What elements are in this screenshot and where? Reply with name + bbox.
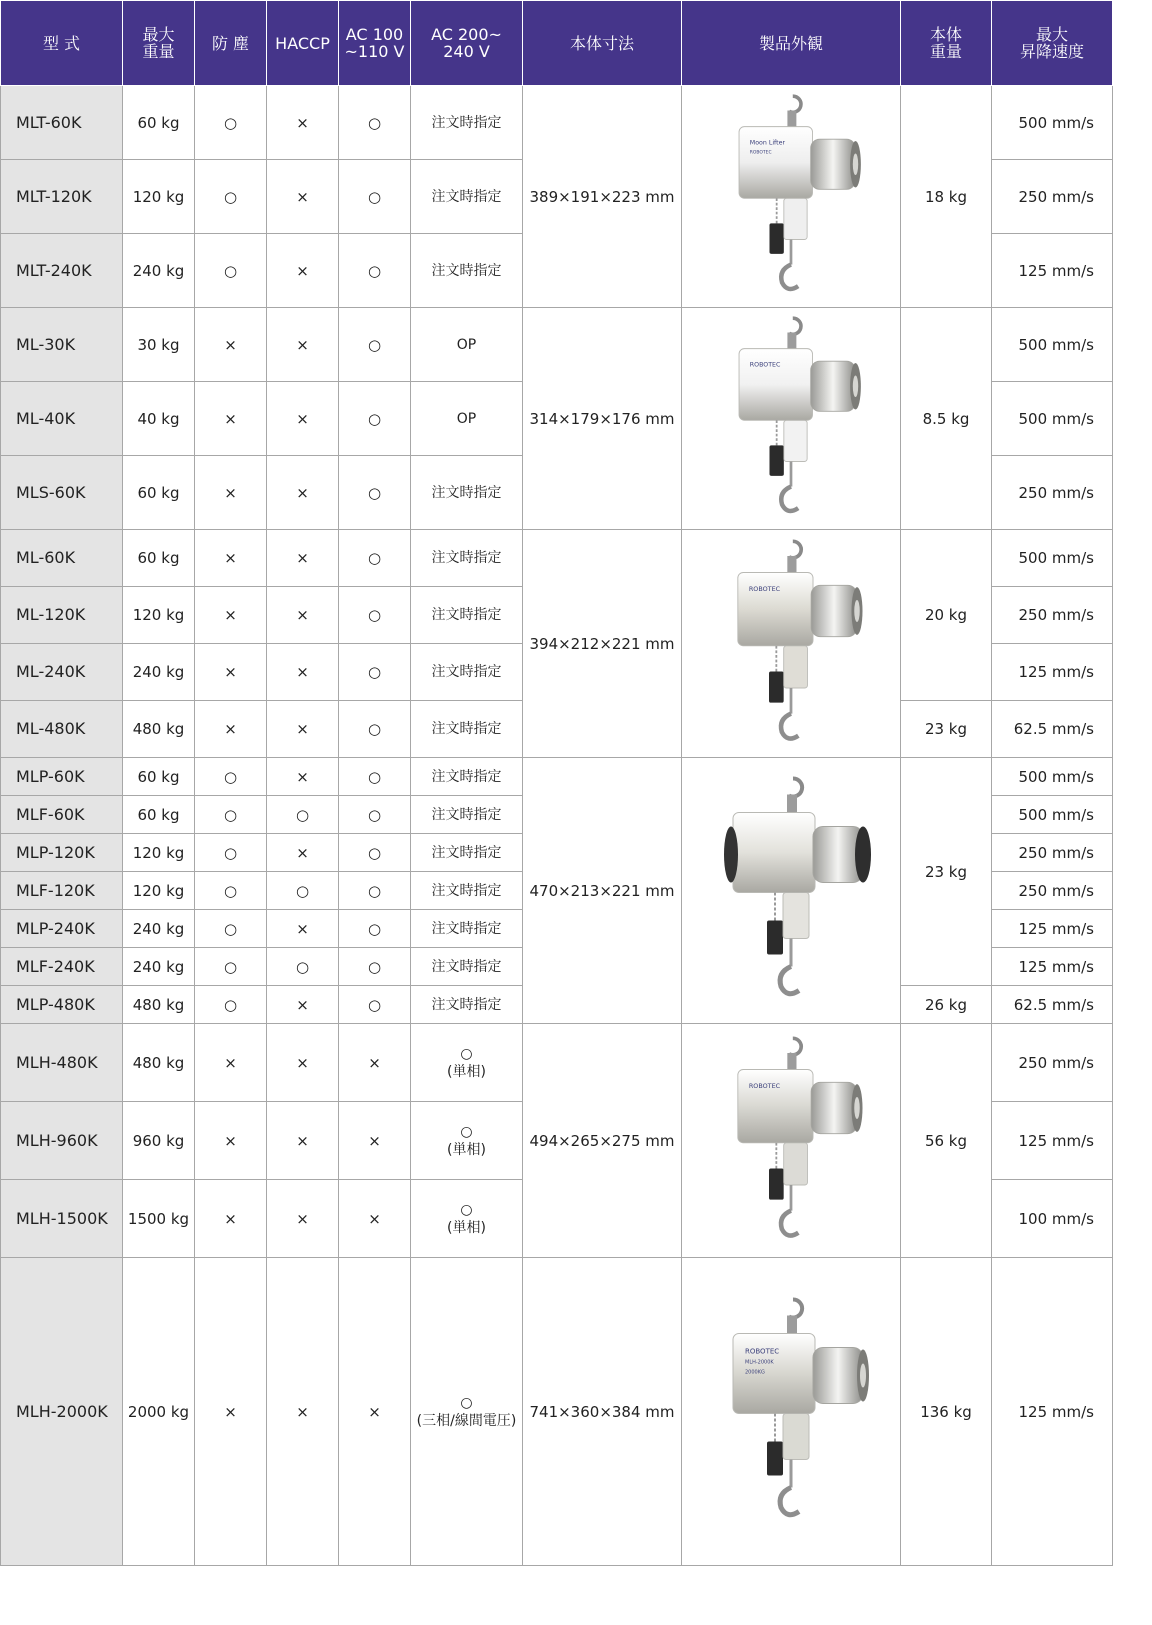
body-weight-cell: 136 kg [901,1258,992,1566]
max-speed-cell: 500 mm/s [992,86,1113,160]
max-weight-cell: 120 kg [123,834,195,872]
header-haccp: HACCP [267,1,339,86]
max-weight-cell: 240 kg [123,644,195,701]
header-dustproof: 防 塵 [195,1,267,86]
ac200-cell: 注文時指定 [411,796,523,834]
ac200-cell: 注文時指定 [411,986,523,1024]
max-speed-cell: 62.5 mm/s [992,701,1113,758]
mlh-series-hoist-image [682,1031,900,1251]
table-row [1,86,1113,160]
dustproof-cell: × [195,1180,267,1258]
max-speed-cell: 250 mm/s [992,587,1113,644]
haccp-cell: × [267,758,339,796]
max-weight-cell: 60 kg [123,530,195,587]
haccp-cell: × [267,1102,339,1180]
max-weight-cell: 960 kg [123,1102,195,1180]
ac200-cell: 注文時指定 [411,234,523,308]
table-row [1,308,1113,382]
mlt-series-hoist-image [682,89,900,304]
ac200-cell: 注文時指定 [411,701,523,758]
max-weight-cell: 240 kg [123,948,195,986]
haccp-cell: × [267,86,339,160]
haccp-cell: × [267,910,339,948]
haccp-cell: × [267,644,339,701]
max-speed-cell: 62.5 mm/s [992,986,1113,1024]
body-weight-cell: 8.5 kg [901,308,992,530]
haccp-cell: × [267,701,339,758]
max-weight-cell: 2000 kg [123,1258,195,1566]
dustproof-cell: × [195,456,267,530]
hoist-label: ROBOTEC [745,1347,780,1356]
haccp-cell: × [267,587,339,644]
haccp-cell: ○ [267,872,339,910]
hoist-label: ROBOTEC [748,584,781,593]
ac100-cell: ○ [339,910,411,948]
haccp-cell: × [267,1180,339,1258]
max-weight-cell: 240 kg [123,910,195,948]
max-speed-cell: 125 mm/s [992,234,1113,308]
hoist-label: Moon Lifter [749,139,786,147]
max-speed-cell: 500 mm/s [992,308,1113,382]
ac200-cell: 注文時指定 [411,530,523,587]
hoist-image-svg [691,1031,891,1251]
product-image-cell [682,1024,901,1258]
max-weight-cell: 1500 kg [123,1180,195,1258]
ac200-cell: 注文時指定 [411,644,523,701]
header-ac200: AC 200~ 240 V [411,1,523,86]
model-cell: MLP-60K [1,758,123,796]
haccp-cell: × [267,1024,339,1102]
haccp-cell: × [267,1258,339,1566]
hoist-label: 2000KG [745,1369,765,1376]
ac100-cell: × [339,1102,411,1180]
table-row [1,1258,1113,1566]
table-row [1,530,1113,587]
haccp-cell: × [267,834,339,872]
max-weight-cell: 120 kg [123,872,195,910]
dustproof-cell: × [195,530,267,587]
body-weight-cell: 20 kg [901,530,992,701]
ac200-cell: 注文時指定 [411,872,523,910]
ac100-cell: ○ [339,834,411,872]
max-speed-cell: 250 mm/s [992,872,1113,910]
dustproof-cell: ○ [195,234,267,308]
dustproof-cell: × [195,382,267,456]
dimensions-cell: 394×212×221 mm [523,530,682,758]
max-speed-cell: 500 mm/s [992,382,1113,456]
ac100-cell: ○ [339,796,411,834]
dimensions-cell: 494×265×275 mm [523,1024,682,1258]
model-cell: ML-120K [1,587,123,644]
model-cell: MLF-60K [1,796,123,834]
product-image-cell [682,530,901,758]
product-image-cell [682,1258,901,1566]
max-speed-cell: 250 mm/s [992,1024,1113,1102]
max-speed-cell: 125 mm/s [992,1102,1113,1180]
dustproof-cell: ○ [195,948,267,986]
hoist-image-svg [691,763,891,1018]
model-cell: MLT-240K [1,234,123,308]
dustproof-cell: ○ [195,834,267,872]
max-speed-cell: 125 mm/s [992,1258,1113,1566]
dimensions-cell: 470×213×221 mm [523,758,682,1024]
model-cell: MLH-1500K [1,1180,123,1258]
max-weight-cell: 60 kg [123,758,195,796]
header-body-weight: 本体 重量 [901,1,992,86]
ac200-cell: 注文時指定 [411,948,523,986]
ac200-cell: 注文時指定 [411,160,523,234]
dustproof-cell: × [195,644,267,701]
dustproof-cell: × [195,1258,267,1566]
ac200-cell: ○ (単相) [411,1102,523,1180]
body-weight-cell: 23 kg [901,758,992,986]
ml-series-hoist-image [682,534,900,754]
header-model: 型 式 [1,1,123,86]
max-weight-cell: 30 kg [123,308,195,382]
max-speed-cell: 500 mm/s [992,796,1113,834]
ac100-cell: ○ [339,456,411,530]
dustproof-cell: × [195,308,267,382]
ac100-cell: ○ [339,948,411,986]
model-cell: MLT-60K [1,86,123,160]
header-max-weight: 最大 重量 [123,1,195,86]
model-cell: MLT-120K [1,160,123,234]
haccp-cell: × [267,986,339,1024]
ac200-cell: 注文時指定 [411,910,523,948]
ac100-cell: ○ [339,644,411,701]
dustproof-cell: ○ [195,758,267,796]
dustproof-cell: × [195,1024,267,1102]
dustproof-cell: ○ [195,910,267,948]
ac100-cell: ○ [339,872,411,910]
model-cell: ML-480K [1,701,123,758]
haccp-cell: × [267,308,339,382]
dustproof-cell: ○ [195,160,267,234]
ac100-cell: ○ [339,160,411,234]
max-weight-cell: 120 kg [123,160,195,234]
model-cell: ML-40K [1,382,123,456]
dustproof-cell: ○ [195,86,267,160]
ac100-cell: ○ [339,758,411,796]
hoist-label: ROBOTEC [749,361,781,369]
haccp-cell: × [267,456,339,530]
mlp-mlf-series-hoist-image [682,763,900,1018]
hoist-label: ROBOTEC [749,150,772,156]
model-cell: MLH-960K [1,1102,123,1180]
header-dimensions: 本体寸法 [523,1,682,86]
dustproof-cell: × [195,587,267,644]
ac100-cell: × [339,1258,411,1566]
ac100-cell: ○ [339,701,411,758]
haccp-cell: ○ [267,948,339,986]
model-cell: MLP-240K [1,910,123,948]
max-weight-cell: 480 kg [123,1024,195,1102]
dustproof-cell: × [195,701,267,758]
header-appearance: 製品外観 [682,1,901,86]
model-cell: ML-30K [1,308,123,382]
hoist-image-svg [691,1269,891,1554]
header-max-speed: 最大 昇降速度 [992,1,1113,86]
ac200-cell: OP [411,382,523,456]
model-cell: MLS-60K [1,456,123,530]
hoist-image-svg [691,534,891,754]
ac100-cell: × [339,1180,411,1258]
max-speed-cell: 125 mm/s [992,910,1113,948]
ac100-cell: × [339,1024,411,1102]
table-row [1,1024,1113,1102]
max-weight-cell: 480 kg [123,986,195,1024]
ac100-cell: ○ [339,986,411,1024]
ac100-cell: ○ [339,382,411,456]
max-speed-cell: 500 mm/s [992,530,1113,587]
max-weight-cell: 240 kg [123,234,195,308]
ac200-cell: 注文時指定 [411,587,523,644]
table-row [1,758,1113,796]
ac200-cell: ○ (三相/線間電圧) [411,1258,523,1566]
product-image-cell [682,758,901,1024]
model-cell: ML-240K [1,644,123,701]
dimensions-cell: 314×179×176 mm [523,308,682,530]
body-weight-cell: 18 kg [901,86,992,308]
max-speed-cell: 125 mm/s [992,948,1113,986]
ac100-cell: ○ [339,530,411,587]
hoist-label: ROBOTEC [748,1081,781,1090]
haccp-cell: × [267,382,339,456]
haccp-cell: ○ [267,796,339,834]
max-speed-cell: 250 mm/s [992,160,1113,234]
max-speed-cell: 250 mm/s [992,456,1113,530]
body-weight-cell: 23 kg [901,701,992,758]
ac200-cell: ○ (単相) [411,1024,523,1102]
ac200-cell: OP [411,308,523,382]
body-weight-cell: 26 kg [901,986,992,1024]
model-cell: MLH-480K [1,1024,123,1102]
model-cell: MLP-120K [1,834,123,872]
max-weight-cell: 120 kg [123,587,195,644]
haccp-cell: × [267,530,339,587]
max-weight-cell: 60 kg [123,796,195,834]
model-cell: ML-60K [1,530,123,587]
max-weight-cell: 60 kg [123,456,195,530]
ac200-cell: 注文時指定 [411,834,523,872]
dustproof-cell: ○ [195,796,267,834]
max-speed-cell: 125 mm/s [992,644,1113,701]
body-weight-cell: 56 kg [901,1024,992,1258]
hoist-label: MLH-2000K [745,1359,774,1366]
ac100-cell: ○ [339,86,411,160]
spec-table-body [1,86,1113,1566]
ac200-cell: 注文時指定 [411,758,523,796]
max-speed-cell: 100 mm/s [992,1180,1113,1258]
dustproof-cell: ○ [195,872,267,910]
ac100-cell: ○ [339,234,411,308]
haccp-cell: × [267,160,339,234]
max-weight-cell: 40 kg [123,382,195,456]
product-image-cell [682,86,901,308]
max-speed-cell: 250 mm/s [992,834,1113,872]
max-weight-cell: 480 kg [123,701,195,758]
product-image-cell [682,308,901,530]
max-weight-cell: 60 kg [123,86,195,160]
hoist-image-svg [691,311,891,526]
hoist-image-svg [691,89,891,304]
model-cell: MLF-240K [1,948,123,986]
dimensions-cell: 389×191×223 mm [523,86,682,308]
haccp-cell: × [267,234,339,308]
dustproof-cell: ○ [195,986,267,1024]
mlh-2000k-hoist-image [682,1269,900,1554]
ac200-cell: 注文時指定 [411,456,523,530]
ac200-cell: 注文時指定 [411,86,523,160]
dimensions-cell: 741×360×384 mm [523,1258,682,1566]
header-ac100: AC 100 ~110 V [339,1,411,86]
dustproof-cell: × [195,1102,267,1180]
model-cell: MLF-120K [1,872,123,910]
ac200-cell: ○ (単相) [411,1180,523,1258]
ml-compact-hoist-image [682,311,900,526]
max-speed-cell: 500 mm/s [992,758,1113,796]
model-cell: MLH-2000K [1,1258,123,1566]
ac100-cell: ○ [339,308,411,382]
ac100-cell: ○ [339,587,411,644]
model-cell: MLP-480K [1,986,123,1024]
